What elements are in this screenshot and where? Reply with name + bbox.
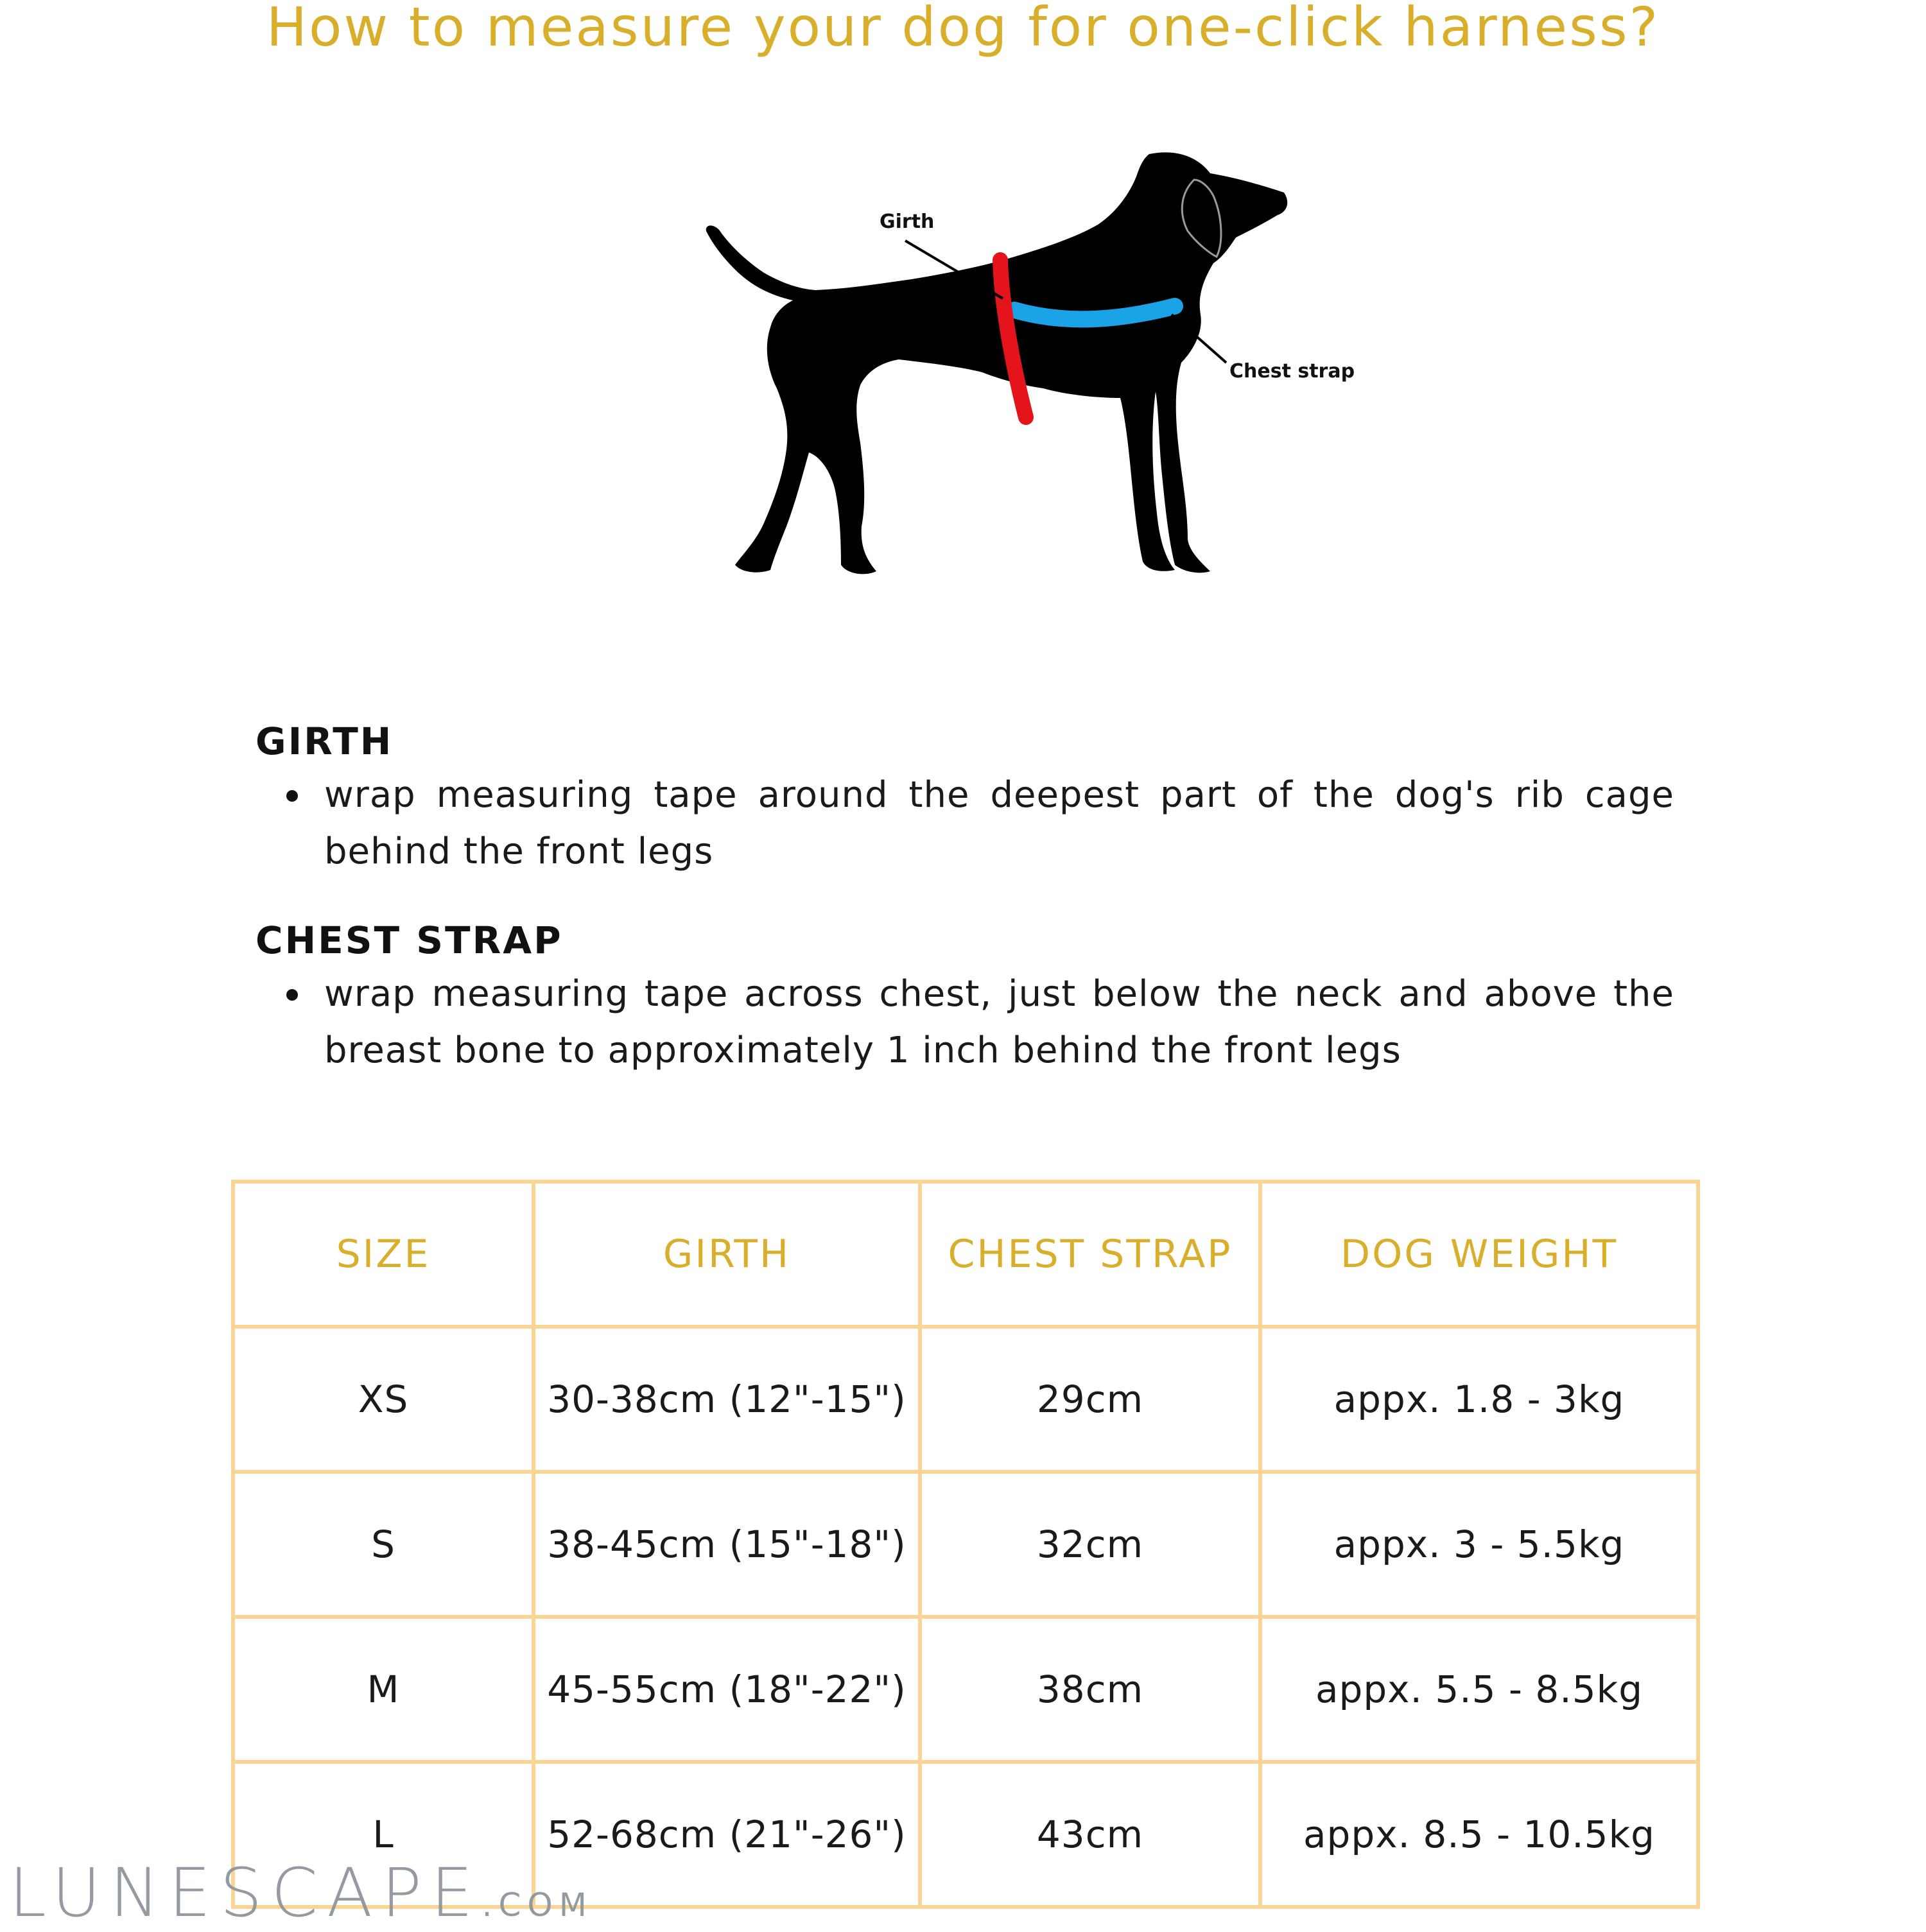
measuring-instructions [256,716,1674,1079]
table-row [233,1617,1698,1762]
watermark-brand: LUNESCAPE [9,1854,482,1932]
cell-size: L [233,1762,534,1907]
cell-girth: 52-68cm (21"-26") [534,1762,920,1907]
cell-dog-weight: appx. 3 - 5.5kg [1260,1472,1698,1617]
cell-chest-strap: 29cm [920,1327,1260,1472]
bullet-icon [286,989,298,1001]
dog-body [706,152,1287,574]
bullet-icon [286,790,298,802]
girth-bullet [256,767,1674,880]
cell-dog-weight: appx. 5.5 - 8.5kg [1260,1617,1698,1762]
girth-instruction-text: wrap measuring tape around the deepest part of the dog's rib cage behind the front legs [324,774,1674,872]
chest-strap-label: Chest strap [1229,360,1355,383]
header-dog-weight: DOG WEIGHT [1260,1182,1698,1327]
chest-strap-instruction-text: wrap measuring tape across chest, just below the neck and above the breast bone to approximately 1 inch behind the front legs [324,973,1674,1071]
cell-size: XS [233,1327,534,1472]
cell-girth: 30-38cm (12"-15") [534,1327,920,1472]
table-row [233,1327,1698,1472]
cell-girth: 38-45cm (15"-18") [534,1472,920,1617]
chest-strap-heading: CHEST STRAP [256,919,563,962]
girth-label: Girth [880,211,935,233]
chest-strap-bullet-list [256,966,1674,1079]
girth-heading: GIRTH [256,720,394,763]
table-row [233,1472,1698,1617]
chest-strap-bullet [256,966,1674,1079]
cell-chest-strap: 32cm [920,1472,1260,1617]
size-chart-table [231,1180,1700,1909]
girth-bullet-list [256,767,1674,880]
header-chest-strap: CHEST STRAP [920,1182,1260,1327]
page-title: How to measure your dog for one-click harness? [266,0,1660,58]
header-girth: GIRTH [534,1182,920,1327]
cell-chest-strap: 38cm [920,1617,1260,1762]
cell-girth: 45-55cm (18"-22") [534,1617,920,1762]
cell-size: M [233,1617,534,1762]
cell-size: S [233,1472,534,1617]
cell-dog-weight: appx. 8.5 - 10.5kg [1260,1762,1698,1907]
cell-chest-strap: 43cm [920,1762,1260,1907]
lunescape-watermark [9,1854,593,1932]
cell-dog-weight: appx. 1.8 - 3kg [1260,1327,1698,1472]
dog-silhouette-illustration [623,141,1380,680]
table-header-row [233,1182,1698,1327]
dog-measurement-diagram [623,141,1380,680]
watermark-domain: .COM [482,1886,593,1924]
header-size: SIZE [233,1182,534,1327]
